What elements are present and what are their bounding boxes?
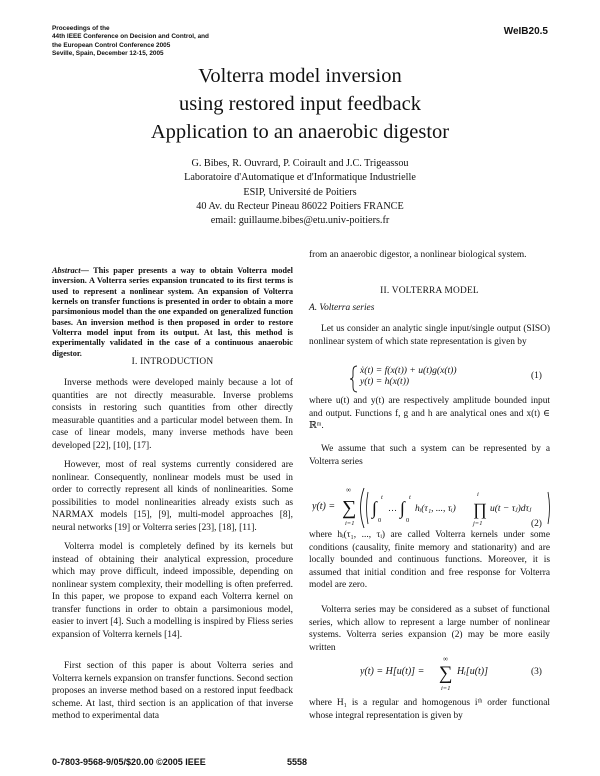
paragraph-text: Volterra series may be considered as a subset of functional series, which allow to represent a large number of nonlinear systems. Volterra series expansion (2) may be more easily written — [309, 605, 550, 653]
svg-text:∞: ∞ — [443, 655, 448, 663]
svg-text:y(t) = H[u(t)] =: y(t) = H[u(t)] = — [360, 666, 425, 677]
paragraph-text: Inverse methods were developed mainly because a lot of quantities are not directly measurable. Inverse problems consists in restoring such quantities from other directly measurable quantities and a particular model between them. In case of linear models, many inverse methods have been developed [22], [10], [17]. — [52, 378, 293, 451]
footer-isbn: 0-7803-9568-9/05/$20.00 ©2005 IEEE — [52, 757, 206, 767]
svg-text:∞: ∞ — [346, 486, 351, 494]
svg-text:y(t) =: y(t) = — [312, 501, 336, 512]
paper-code: WeIB20.5 — [503, 26, 548, 37]
functional-series-equation-graphic — [360, 652, 520, 694]
author-school: ESIP, Université de Poitiers — [243, 186, 357, 198]
paragraph-text: However, most of real systems currently considered are nonlinear. Consequently, nonlinear models must be used in order to correctly represent all kinds of nonlinearities. Some possibilities to model nonlinearities already exists such as NARMAX models [15], [9], multi-model approaches [8], neural networks [19] or Volterra series [23], [18], [11]. — [52, 460, 293, 533]
author-address: 40 Av. du Recteur Pineau 86022 Poitiers FRANCE — [196, 200, 404, 212]
paragraph-text: where u(t) and y(t) are respectively amplitude bounded input and output. Functions f, g and h are analytical ones and x(t) ∈ ℝᵐ. — [309, 396, 550, 431]
volterra-series-subheading: A. Volterra series — [309, 303, 375, 313]
title-line: Application to an anaerobic digestor — [150, 121, 450, 143]
paragraph-text: where H₁ is a regular and homogenous iᵗʰ order functional whose integral representation is given by — [309, 698, 550, 721]
author-names: G. Bibes, R. Ouvrard, P. Coirault and J.C. Trigeassou — [191, 158, 409, 169]
svg-text:i=1: i=1 — [345, 520, 355, 527]
svg-text:u(t − τⱼ)dτⱼ: u(t − τⱼ)dτⱼ — [490, 504, 532, 514]
paper-title — [0, 62, 600, 146]
svg-text:hᵢ(τ₁, ..., τᵢ): hᵢ(τ₁, ..., τᵢ) — [415, 504, 456, 514]
proceedings-line: Seville, Spain, December 12-15, 2005 — [52, 49, 164, 57]
svg-text:j=1: j=1 — [473, 520, 483, 527]
svg-text:∫: ∫ — [400, 498, 405, 518]
intro-continuation — [309, 249, 550, 262]
brace-icon — [349, 365, 359, 393]
title-line: using restored input feedback — [179, 93, 421, 115]
equation-3 — [360, 652, 520, 699]
volterra-paragraph-3 — [309, 443, 550, 468]
author-email: email: guillaume.bibes@etu.univ-poitiers.fr — [210, 215, 390, 227]
intro-paragraph-3 — [52, 541, 293, 641]
volterra-paragraph-6 — [309, 697, 550, 722]
svg-text:∑: ∑ — [439, 663, 453, 684]
svg-text:t: t — [409, 494, 411, 501]
svg-text:i: i — [477, 491, 479, 498]
svg-text:…: … — [388, 503, 397, 513]
abstract-label: Abstract— — [52, 266, 89, 275]
section-heading-volterra — [309, 285, 550, 298]
proceedings-line: Proceedings of the — [52, 25, 110, 32]
paragraph-text: First section of this paper is about Volterra series and Volterra kernels expansion on transfer functions. Second section proposes an inverse method based on a restored input feedback scheme. At last, third section is an application of that inverse method to experimental data — [52, 661, 293, 721]
svg-text:0: 0 — [406, 517, 410, 524]
svg-text:∏: ∏ — [473, 500, 487, 519]
equation-1-number: (1) — [531, 371, 542, 381]
volterra-paragraph-5 — [309, 604, 550, 654]
equation-1 — [360, 365, 457, 387]
subsection-heading — [309, 302, 550, 315]
volterra-paragraph-2 — [309, 395, 550, 433]
section-heading-intro — [52, 356, 293, 369]
author-block — [0, 157, 600, 228]
svg-text:i=1: i=1 — [441, 685, 451, 692]
svg-text:∑: ∑ — [342, 497, 357, 519]
volterra-heading: II. VOLTERRA MODEL — [380, 286, 479, 296]
page-number: 5558 — [287, 757, 308, 767]
intro-heading: I. INTRODUCTION — [131, 357, 214, 367]
title-line: Volterra model inversion — [198, 65, 402, 87]
proceedings-info — [52, 25, 209, 58]
volterra-paragraph-1 — [309, 323, 550, 348]
paragraph-text: We assume that such a system can be represented by a Volterra series — [309, 444, 550, 467]
volterra-paragraph-4 — [309, 529, 550, 592]
paragraph-text: from an anaerobic digestor, a nonlinear biological system. — [309, 250, 527, 260]
paragraph-text: Let us consider an analytic single input/single output (SISO) nonlinear system of which state representation is given by — [309, 324, 550, 347]
intro-paragraph-4 — [52, 660, 293, 723]
equation-2-number: (2) — [531, 519, 542, 529]
svg-text:∫: ∫ — [372, 498, 377, 518]
author-lab: Laboratoire d'Automatique et d'Informatique Industrielle — [184, 172, 416, 184]
paragraph-text: where hᵢ(τ₁, ..., τᵢ) are called Volterra kernels under some conditions (causality, finite memory and stationarity) and are locally bounded and continuous functions. Moreover, it is assumed that initial condition and free response for Volterra model are zero. — [309, 530, 550, 590]
intro-paragraph-2 — [52, 459, 293, 534]
svg-text:Hᵢ[u(t)]: Hᵢ[u(t)] — [457, 666, 489, 677]
abstract-text: This paper presents a way to obtain Volterra model inversion. A Volterra series expansion truncated to its first terms is used to represent a nonlinear system. An expansion of Volterra kernels on transfer functions is presented in order to obtain a more parsimonious model than the one expanded on generalized function bases. An inversion method is then proposed in order to restore Volterra model input from its output. At last, this method is experimentally validated in the case of a continuous anaerobic digestor. — [52, 266, 293, 358]
proceedings-line: the European Control Conference 2005 — [52, 41, 171, 49]
equation-1-line-2: y(t) = h(x(t)) — [360, 376, 410, 387]
intro-paragraph-1 — [52, 377, 293, 452]
svg-text:0: 0 — [378, 517, 382, 524]
equation-1-line-1: ẋ(t) = f(x(t)) + u(t)g(x(t)) — [360, 365, 457, 376]
svg-text:t: t — [381, 494, 383, 501]
paragraph-text: Volterra model is completely defined by its kernels but instead of obtaining their analytical expression, procedure which may prove difficult, indeed impossible, depending on nonlinear system complexity, their modelling is often preferred. In this paper, we propose to expand each Volterra kernel on transfer functions in order to obtain a parsimonious model, easier to invert [4]. Such a modelling is inspired by Fliess series expansion of Volterra kernels [14]. — [52, 542, 293, 640]
abstract — [52, 266, 293, 359]
equation-3-number: (3) — [531, 667, 542, 677]
proceedings-line: 44th IEEE Conference on Decision and Control, and — [52, 33, 209, 41]
